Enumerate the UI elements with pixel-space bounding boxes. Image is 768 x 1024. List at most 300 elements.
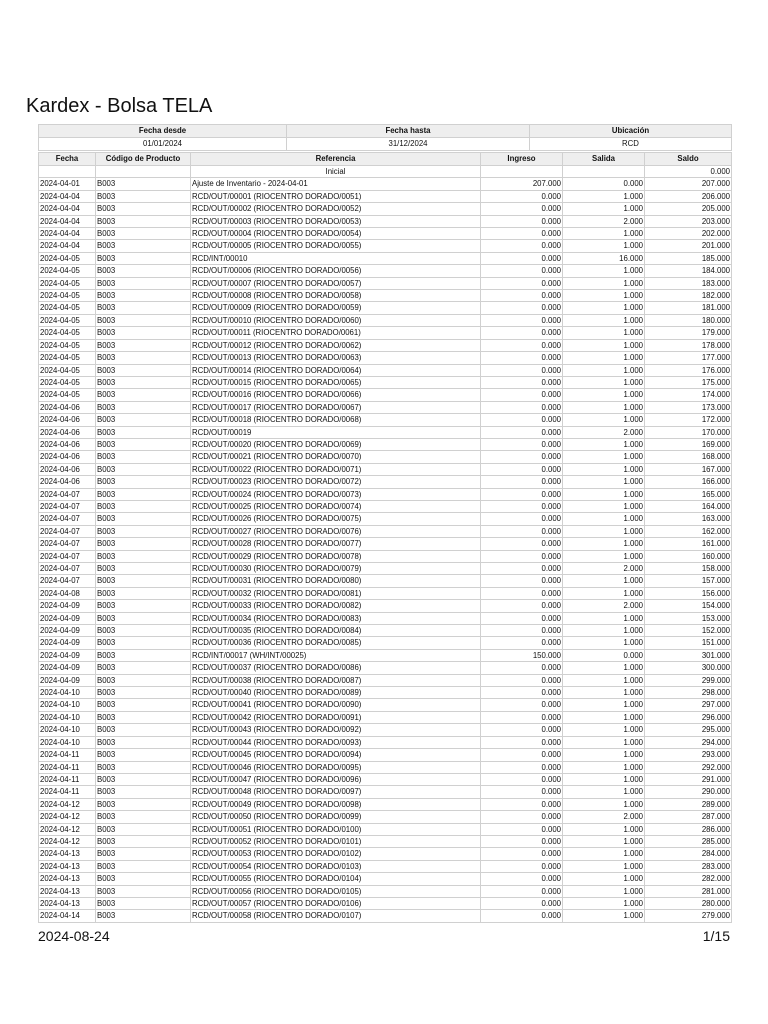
table-row [39, 873, 732, 885]
cell-reference: RCD/OUT/00048 (RIOCENTRO DORADO/0097) [191, 786, 481, 798]
cell-reference: RCD/OUT/00036 (RIOCENTRO DORADO/0085) [191, 637, 481, 649]
cell-balance: 285.000 [645, 835, 732, 847]
cell-product-code: B003 [96, 773, 191, 785]
cell-product-code: B003 [96, 376, 191, 388]
cell-date: 2024-04-04 [39, 215, 96, 227]
cell-reference: RCD/OUT/00020 (RIOCENTRO DORADO/0069) [191, 438, 481, 450]
cell-outgoing: 16.000 [563, 252, 645, 264]
table-row [39, 314, 732, 326]
cell-product-code: B003 [96, 873, 191, 885]
cell-product-code: B003 [96, 910, 191, 922]
cell-outgoing: 1.000 [563, 885, 645, 897]
cell-product-code: B003 [96, 240, 191, 252]
cell-balance: 207.000 [645, 178, 732, 190]
table-row [39, 339, 732, 351]
cell-product-code: B003 [96, 612, 191, 624]
cell-reference: RCD/OUT/00011 (RIOCENTRO DORADO/0061) [191, 327, 481, 339]
cell-reference: RCD/OUT/00007 (RIOCENTRO DORADO/0057) [191, 277, 481, 289]
cell-product-code: B003 [96, 364, 191, 376]
initial-empty-cell [96, 166, 191, 178]
cell-incoming: 0.000 [481, 823, 563, 835]
table-row [39, 786, 732, 798]
kardex-table [38, 152, 732, 923]
cell-date: 2024-04-12 [39, 823, 96, 835]
cell-reference: RCD/OUT/00018 (RIOCENTRO DORADO/0068) [191, 414, 481, 426]
table-row [39, 699, 732, 711]
cell-balance: 181.000 [645, 302, 732, 314]
cell-date: 2024-04-10 [39, 736, 96, 748]
table-row [39, 798, 732, 810]
cell-outgoing: 1.000 [563, 749, 645, 761]
cell-reference: RCD/OUT/00005 (RIOCENTRO DORADO/0055) [191, 240, 481, 252]
cell-balance: 162.000 [645, 525, 732, 537]
initial-empty-cell [563, 166, 645, 178]
cell-product-code: B003 [96, 662, 191, 674]
table-row [39, 215, 732, 227]
table-row [39, 823, 732, 835]
cell-reference: RCD/OUT/00012 (RIOCENTRO DORADO/0062) [191, 339, 481, 351]
cell-outgoing: 1.000 [563, 513, 645, 525]
cell-date: 2024-04-10 [39, 687, 96, 699]
col-header-outgoing: Salida [563, 153, 645, 166]
report-title: Kardex - Bolsa TELA [26, 95, 213, 117]
cell-date: 2024-04-04 [39, 240, 96, 252]
cell-outgoing: 1.000 [563, 401, 645, 413]
cell-product-code: B003 [96, 352, 191, 364]
cell-date: 2024-04-11 [39, 749, 96, 761]
cell-incoming: 0.000 [481, 203, 563, 215]
filter-value-date-from: 01/01/2024 [39, 138, 287, 151]
table-row [39, 228, 732, 240]
cell-reference: RCD/OUT/00049 (RIOCENTRO DORADO/0098) [191, 798, 481, 810]
cell-balance: 287.000 [645, 811, 732, 823]
cell-incoming: 0.000 [481, 687, 563, 699]
cell-incoming: 0.000 [481, 277, 563, 289]
cell-balance: 290.000 [645, 786, 732, 798]
cell-reference: RCD/OUT/00043 (RIOCENTRO DORADO/0092) [191, 724, 481, 736]
cell-outgoing: 1.000 [563, 736, 645, 748]
table-row [39, 364, 732, 376]
cell-reference: RCD/OUT/00035 (RIOCENTRO DORADO/0084) [191, 625, 481, 637]
cell-incoming: 0.000 [481, 550, 563, 562]
cell-product-code: B003 [96, 290, 191, 302]
cell-incoming: 0.000 [481, 265, 563, 277]
table-row [39, 835, 732, 847]
cell-product-code: B003 [96, 823, 191, 835]
cell-outgoing: 2.000 [563, 563, 645, 575]
cell-balance: 174.000 [645, 389, 732, 401]
cell-product-code: B003 [96, 476, 191, 488]
cell-outgoing: 1.000 [563, 873, 645, 885]
cell-outgoing: 1.000 [563, 314, 645, 326]
cell-reference: RCD/OUT/00040 (RIOCENTRO DORADO/0089) [191, 687, 481, 699]
cell-outgoing: 1.000 [563, 414, 645, 426]
cell-reference: RCD/OUT/00029 (RIOCENTRO DORADO/0078) [191, 550, 481, 562]
table-row [39, 674, 732, 686]
cell-balance: 279.000 [645, 910, 732, 922]
cell-balance: 203.000 [645, 215, 732, 227]
cell-reference: RCD/OUT/00028 (RIOCENTRO DORADO/0077) [191, 538, 481, 550]
initial-label: Inicial [191, 166, 481, 178]
cell-reference: RCD/OUT/00041 (RIOCENTRO DORADO/0090) [191, 699, 481, 711]
cell-date: 2024-04-11 [39, 761, 96, 773]
cell-product-code: B003 [96, 426, 191, 438]
cell-product-code: B003 [96, 637, 191, 649]
cell-product-code: B003 [96, 401, 191, 413]
cell-outgoing: 0.000 [563, 649, 645, 661]
cell-balance: 173.000 [645, 401, 732, 413]
cell-reference: RCD/OUT/00026 (RIOCENTRO DORADO/0075) [191, 513, 481, 525]
cell-outgoing: 1.000 [563, 848, 645, 860]
cell-reference: RCD/OUT/00057 (RIOCENTRO DORADO/0106) [191, 897, 481, 909]
col-header-balance: Saldo [645, 153, 732, 166]
cell-incoming: 0.000 [481, 215, 563, 227]
cell-reference: RCD/OUT/00021 (RIOCENTRO DORADO/0070) [191, 451, 481, 463]
cell-incoming: 0.000 [481, 302, 563, 314]
cell-reference: RCD/OUT/00051 (RIOCENTRO DORADO/0100) [191, 823, 481, 835]
cell-outgoing: 1.000 [563, 376, 645, 388]
cell-balance: 284.000 [645, 848, 732, 860]
cell-outgoing: 1.000 [563, 662, 645, 674]
cell-product-code: B003 [96, 265, 191, 277]
cell-outgoing: 2.000 [563, 215, 645, 227]
cell-date: 2024-04-04 [39, 203, 96, 215]
filter-header-row [39, 125, 732, 138]
table-row [39, 587, 732, 599]
cell-reference: RCD/OUT/00038 (RIOCENTRO DORADO/0087) [191, 674, 481, 686]
cell-date: 2024-04-06 [39, 438, 96, 450]
cell-date: 2024-04-12 [39, 811, 96, 823]
filter-header-location: Ubicación [530, 125, 732, 138]
cell-date: 2024-04-13 [39, 860, 96, 872]
cell-outgoing: 1.000 [563, 687, 645, 699]
cell-reference: RCD/OUT/00023 (RIOCENTRO DORADO/0072) [191, 476, 481, 488]
cell-reference: RCD/OUT/00016 (RIOCENTRO DORADO/0066) [191, 389, 481, 401]
cell-incoming: 0.000 [481, 761, 563, 773]
cell-product-code: B003 [96, 674, 191, 686]
cell-outgoing: 1.000 [563, 352, 645, 364]
cell-balance: 156.000 [645, 587, 732, 599]
cell-product-code: B003 [96, 550, 191, 562]
cell-incoming: 0.000 [481, 625, 563, 637]
cell-product-code: B003 [96, 190, 191, 202]
table-row [39, 897, 732, 909]
col-header-product-code: Código de Producto [96, 153, 191, 166]
initial-row [39, 166, 732, 178]
cell-balance: 293.000 [645, 749, 732, 761]
cell-outgoing: 2.000 [563, 811, 645, 823]
cell-reference: RCD/OUT/00027 (RIOCENTRO DORADO/0076) [191, 525, 481, 537]
cell-balance: 205.000 [645, 203, 732, 215]
cell-date: 2024-04-05 [39, 302, 96, 314]
table-row [39, 476, 732, 488]
table-row [39, 773, 732, 785]
cell-outgoing: 1.000 [563, 910, 645, 922]
cell-reference: RCD/OUT/00033 (RIOCENTRO DORADO/0082) [191, 600, 481, 612]
cell-product-code: B003 [96, 649, 191, 661]
cell-reference: RCD/OUT/00017 (RIOCENTRO DORADO/0067) [191, 401, 481, 413]
table-row [39, 749, 732, 761]
table-row [39, 240, 732, 252]
table-row [39, 860, 732, 872]
table-row [39, 550, 732, 562]
cell-incoming: 0.000 [481, 848, 563, 860]
col-header-reference: Referencia [191, 153, 481, 166]
cell-product-code: B003 [96, 786, 191, 798]
cell-outgoing: 1.000 [563, 265, 645, 277]
cell-reference: RCD/OUT/00037 (RIOCENTRO DORADO/0086) [191, 662, 481, 674]
cell-incoming: 0.000 [481, 786, 563, 798]
cell-outgoing: 1.000 [563, 240, 645, 252]
cell-balance: 297.000 [645, 699, 732, 711]
cell-product-code: B003 [96, 736, 191, 748]
table-row [39, 525, 732, 537]
cell-balance: 182.000 [645, 290, 732, 302]
cell-balance: 153.000 [645, 612, 732, 624]
cell-balance: 151.000 [645, 637, 732, 649]
cell-outgoing: 1.000 [563, 823, 645, 835]
cell-outgoing: 1.000 [563, 637, 645, 649]
cell-incoming: 0.000 [481, 476, 563, 488]
cell-incoming: 0.000 [481, 538, 563, 550]
cell-date: 2024-04-10 [39, 724, 96, 736]
cell-outgoing: 1.000 [563, 476, 645, 488]
cell-balance: 296.000 [645, 711, 732, 723]
table-row [39, 327, 732, 339]
cell-balance: 294.000 [645, 736, 732, 748]
cell-balance: 282.000 [645, 873, 732, 885]
cell-balance: 169.000 [645, 438, 732, 450]
cell-balance: 280.000 [645, 897, 732, 909]
cell-incoming: 0.000 [481, 463, 563, 475]
table-row [39, 600, 732, 612]
cell-balance: 168.000 [645, 451, 732, 463]
cell-reference: RCD/OUT/00031 (RIOCENTRO DORADO/0080) [191, 575, 481, 587]
cell-balance: 301.000 [645, 649, 732, 661]
cell-outgoing: 1.000 [563, 897, 645, 909]
cell-incoming: 0.000 [481, 327, 563, 339]
cell-product-code: B003 [96, 451, 191, 463]
cell-reference: RCD/OUT/00024 (RIOCENTRO DORADO/0073) [191, 488, 481, 500]
cell-outgoing: 1.000 [563, 339, 645, 351]
table-row [39, 203, 732, 215]
cell-incoming: 207.000 [481, 178, 563, 190]
cell-balance: 283.000 [645, 860, 732, 872]
cell-incoming: 0.000 [481, 873, 563, 885]
cell-date: 2024-04-06 [39, 476, 96, 488]
cell-outgoing: 1.000 [563, 835, 645, 847]
cell-date: 2024-04-09 [39, 612, 96, 624]
cell-outgoing: 1.000 [563, 190, 645, 202]
cell-reference: Ajuste de Inventario - 2024-04-01 [191, 178, 481, 190]
cell-outgoing: 1.000 [563, 538, 645, 550]
cell-outgoing: 1.000 [563, 451, 645, 463]
cell-product-code: B003 [96, 563, 191, 575]
cell-date: 2024-04-01 [39, 178, 96, 190]
filter-value-location: RCD [530, 138, 732, 151]
cell-balance: 179.000 [645, 327, 732, 339]
table-row [39, 885, 732, 897]
table-row [39, 463, 732, 475]
cell-outgoing: 1.000 [563, 438, 645, 450]
table-row [39, 563, 732, 575]
cell-date: 2024-04-05 [39, 389, 96, 401]
cell-reference: RCD/INT/00017 (WH/INT/00025) [191, 649, 481, 661]
cell-incoming: 0.000 [481, 314, 563, 326]
cell-outgoing: 1.000 [563, 798, 645, 810]
cell-outgoing: 2.000 [563, 600, 645, 612]
cell-product-code: B003 [96, 625, 191, 637]
cell-product-code: B003 [96, 215, 191, 227]
cell-balance: 154.000 [645, 600, 732, 612]
cell-date: 2024-04-05 [39, 265, 96, 277]
cell-balance: 177.000 [645, 352, 732, 364]
cell-outgoing: 1.000 [563, 786, 645, 798]
cell-product-code: B003 [96, 897, 191, 909]
cell-balance: 152.000 [645, 625, 732, 637]
cell-reference: RCD/OUT/00019 [191, 426, 481, 438]
cell-reference: RCD/OUT/00055 (RIOCENTRO DORADO/0104) [191, 873, 481, 885]
table-row [39, 252, 732, 264]
cell-incoming: 0.000 [481, 240, 563, 252]
cell-outgoing: 1.000 [563, 674, 645, 686]
cell-product-code: B003 [96, 252, 191, 264]
cell-date: 2024-04-09 [39, 625, 96, 637]
table-row [39, 438, 732, 450]
cell-product-code: B003 [96, 811, 191, 823]
cell-incoming: 0.000 [481, 352, 563, 364]
cell-balance: 202.000 [645, 228, 732, 240]
cell-incoming: 0.000 [481, 414, 563, 426]
cell-reference: RCD/OUT/00009 (RIOCENTRO DORADO/0059) [191, 302, 481, 314]
cell-balance: 157.000 [645, 575, 732, 587]
cell-date: 2024-04-07 [39, 550, 96, 562]
table-row [39, 352, 732, 364]
cell-date: 2024-04-05 [39, 339, 96, 351]
table-row [39, 401, 732, 413]
cell-balance: 175.000 [645, 376, 732, 388]
cell-balance: 163.000 [645, 513, 732, 525]
cell-reference: RCD/OUT/00003 (RIOCENTRO DORADO/0053) [191, 215, 481, 227]
cell-incoming: 0.000 [481, 587, 563, 599]
cell-product-code: B003 [96, 203, 191, 215]
cell-outgoing: 1.000 [563, 500, 645, 512]
cell-outgoing: 1.000 [563, 327, 645, 339]
cell-incoming: 0.000 [481, 773, 563, 785]
cell-reference: RCD/OUT/00052 (RIOCENTRO DORADO/0101) [191, 835, 481, 847]
cell-date: 2024-04-05 [39, 277, 96, 289]
cell-balance: 167.000 [645, 463, 732, 475]
cell-incoming: 0.000 [481, 339, 563, 351]
cell-reference: RCD/OUT/00045 (RIOCENTRO DORADO/0094) [191, 749, 481, 761]
cell-balance: 178.000 [645, 339, 732, 351]
col-header-date: Fecha [39, 153, 96, 166]
cell-incoming: 0.000 [481, 860, 563, 872]
cell-product-code: B003 [96, 314, 191, 326]
initial-balance: 0.000 [645, 166, 732, 178]
cell-incoming: 0.000 [481, 290, 563, 302]
cell-product-code: B003 [96, 488, 191, 500]
cell-reference: RCD/OUT/00047 (RIOCENTRO DORADO/0096) [191, 773, 481, 785]
cell-product-code: B003 [96, 711, 191, 723]
cell-date: 2024-04-05 [39, 376, 96, 388]
cell-outgoing: 1.000 [563, 203, 645, 215]
cell-incoming: 0.000 [481, 736, 563, 748]
cell-incoming: 0.000 [481, 401, 563, 413]
cell-date: 2024-04-05 [39, 252, 96, 264]
cell-reference: RCD/OUT/00006 (RIOCENTRO DORADO/0056) [191, 265, 481, 277]
cell-date: 2024-04-09 [39, 662, 96, 674]
cell-incoming: 0.000 [481, 637, 563, 649]
table-row [39, 711, 732, 723]
cell-product-code: B003 [96, 860, 191, 872]
table-row [39, 265, 732, 277]
cell-product-code: B003 [96, 575, 191, 587]
cell-incoming: 0.000 [481, 674, 563, 686]
cell-outgoing: 1.000 [563, 625, 645, 637]
cell-balance: 184.000 [645, 265, 732, 277]
cell-product-code: B003 [96, 699, 191, 711]
cell-incoming: 0.000 [481, 525, 563, 537]
cell-incoming: 0.000 [481, 798, 563, 810]
cell-incoming: 0.000 [481, 600, 563, 612]
cell-date: 2024-04-05 [39, 314, 96, 326]
cell-balance: 160.000 [645, 550, 732, 562]
page-number: 1/15 [702, 928, 730, 944]
cell-balance: 161.000 [645, 538, 732, 550]
cell-date: 2024-04-05 [39, 364, 96, 376]
filter-header-date-from: Fecha desde [39, 125, 287, 138]
cell-balance: 300.000 [645, 662, 732, 674]
cell-reference: RCD/OUT/00034 (RIOCENTRO DORADO/0083) [191, 612, 481, 624]
cell-date: 2024-04-08 [39, 587, 96, 599]
cell-outgoing: 1.000 [563, 290, 645, 302]
table-row [39, 414, 732, 426]
cell-date: 2024-04-09 [39, 637, 96, 649]
cell-product-code: B003 [96, 277, 191, 289]
cell-date: 2024-04-13 [39, 873, 96, 885]
cell-outgoing: 2.000 [563, 426, 645, 438]
cell-outgoing: 1.000 [563, 364, 645, 376]
cell-date: 2024-04-13 [39, 897, 96, 909]
cell-reference: RCD/OUT/00008 (RIOCENTRO DORADO/0058) [191, 290, 481, 302]
cell-product-code: B003 [96, 724, 191, 736]
cell-date: 2024-04-05 [39, 290, 96, 302]
cell-date: 2024-04-06 [39, 463, 96, 475]
cell-balance: 165.000 [645, 488, 732, 500]
cell-outgoing: 1.000 [563, 711, 645, 723]
cell-reference: RCD/OUT/00025 (RIOCENTRO DORADO/0074) [191, 500, 481, 512]
cell-date: 2024-04-06 [39, 414, 96, 426]
table-row [39, 451, 732, 463]
cell-date: 2024-04-14 [39, 910, 96, 922]
table-row [39, 687, 732, 699]
cell-reference: RCD/OUT/00042 (RIOCENTRO DORADO/0091) [191, 711, 481, 723]
cell-reference: RCD/OUT/00053 (RIOCENTRO DORADO/0102) [191, 848, 481, 860]
cell-product-code: B003 [96, 525, 191, 537]
table-row [39, 389, 732, 401]
cell-outgoing: 1.000 [563, 302, 645, 314]
cell-reference: RCD/OUT/00015 (RIOCENTRO DORADO/0065) [191, 376, 481, 388]
cell-outgoing: 1.000 [563, 860, 645, 872]
cell-product-code: B003 [96, 438, 191, 450]
cell-product-code: B003 [96, 228, 191, 240]
table-row [39, 500, 732, 512]
cell-date: 2024-04-07 [39, 575, 96, 587]
table-row [39, 736, 732, 748]
cell-reference: RCD/OUT/00032 (RIOCENTRO DORADO/0081) [191, 587, 481, 599]
cell-outgoing: 0.000 [563, 178, 645, 190]
